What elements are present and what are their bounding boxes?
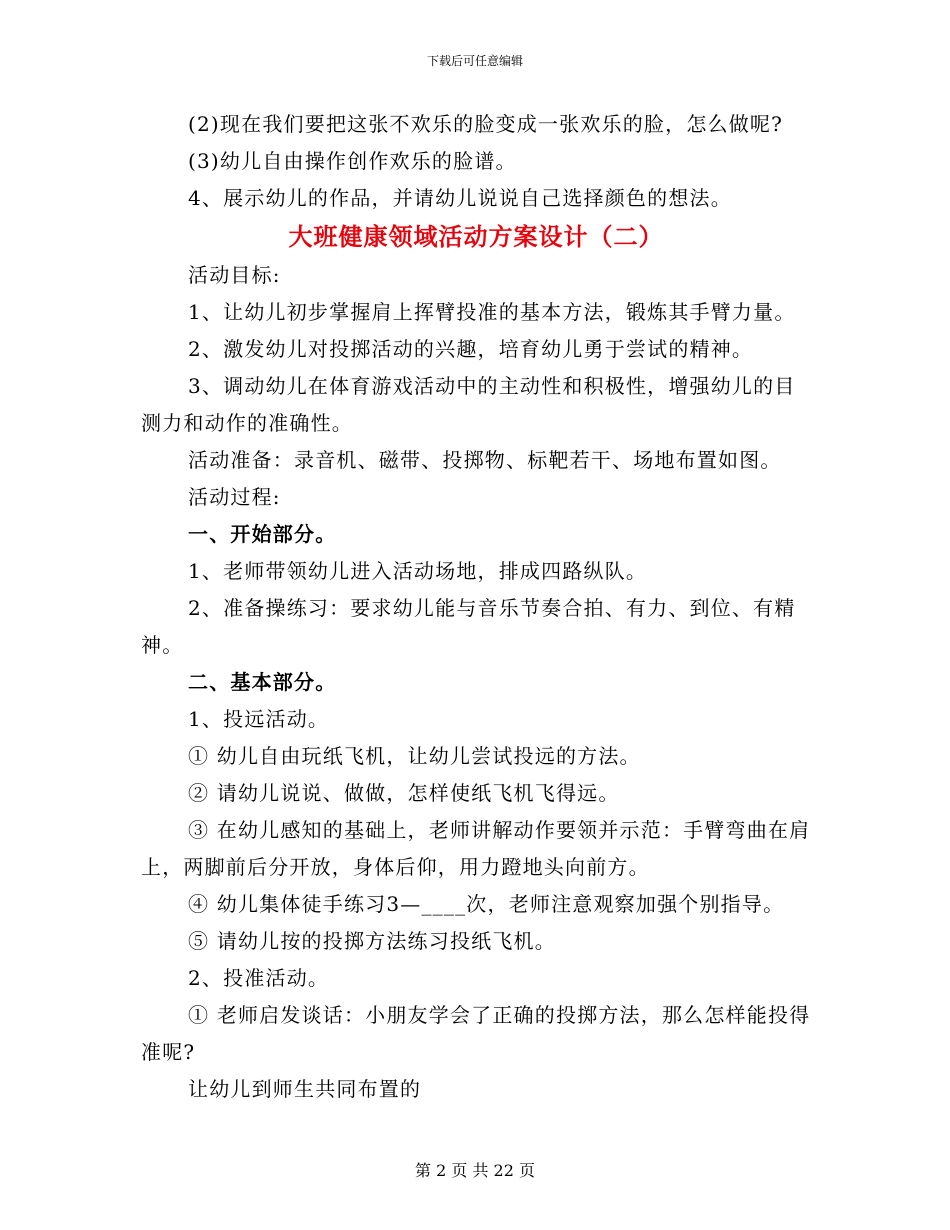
section-heading: 二、基本部分。 <box>188 670 337 694</box>
page-header: 下载后可任意编辑 <box>426 54 523 68</box>
paragraph: ⑤ 请幼儿按的投掷方法练习投纸飞机。 <box>188 929 556 953</box>
paragraph: 1、让幼儿初步掌握肩上挥臂投准的基本方法，锻炼其手臂力量。 <box>188 300 796 324</box>
paragraph: 2、激发幼儿对投掷活动的兴趣，培育幼儿勇于尝试的精神。 <box>188 337 754 361</box>
paragraph: 活动目标: <box>188 263 281 287</box>
paragraph: 1、老师带领幼儿进入活动场地，排成四路纵队。 <box>188 559 648 583</box>
section-title: 大班健康领域活动方案设计（二） <box>288 222 664 251</box>
paragraph: ④ 幼儿集体徒手练习3—____次，老师注意观察加强个别指导。 <box>188 892 785 916</box>
paragraph: ② 请幼儿说说、做做，怎样使纸飞机飞得远。 <box>188 781 620 805</box>
paragraph: 活动准备：录音机、磁带、投掷物、标靶若干、场地布置如图。 <box>188 448 782 472</box>
paragraph: 1、投远活动。 <box>188 707 330 731</box>
paragraph: 4、展示幼儿的作品，并请幼儿说说自己选择颜色的想法。 <box>188 186 732 210</box>
paragraph: ① 幼儿自由玩纸飞机，让幼儿尝试投远的方法。 <box>188 744 641 768</box>
paragraph: 2、准备操练习：要求幼儿能与音乐节奏合拍、有力、到位、有精神。 <box>141 596 796 657</box>
paragraph: (3)幼儿自由操作创作欢乐的脸谱。 <box>188 149 517 173</box>
paragraph: 活动过程: <box>188 485 281 509</box>
paragraph: (2)现在我们要把这张不欢乐的脸变成一张欢乐的脸，怎么做呢? <box>188 112 784 136</box>
page-footer: 第 2 页 共 22 页 <box>415 1161 535 1180</box>
paragraph: ① 老师启发谈话：小朋友学会了正确的投掷方法，那么怎样能投得准呢? <box>141 1003 811 1064</box>
paragraph: 3、调动幼儿在体育游戏活动中的主动性和积极性，增强幼儿的目测力和动作的准确性。 <box>141 374 796 435</box>
section-heading: 一、开始部分。 <box>188 522 337 546</box>
paragraph: 让幼儿到师生共同布置的 <box>188 1077 422 1101</box>
paragraph: 2、投准活动。 <box>188 966 330 990</box>
paragraph: ③ 在幼儿感知的基础上，老师讲解动作要领并示范：手臂弯曲在肩上，两脚前后分开放，身体后仰，用力蹬地头向前方。 <box>141 818 811 879</box>
document-body <box>141 106 811 1108</box>
